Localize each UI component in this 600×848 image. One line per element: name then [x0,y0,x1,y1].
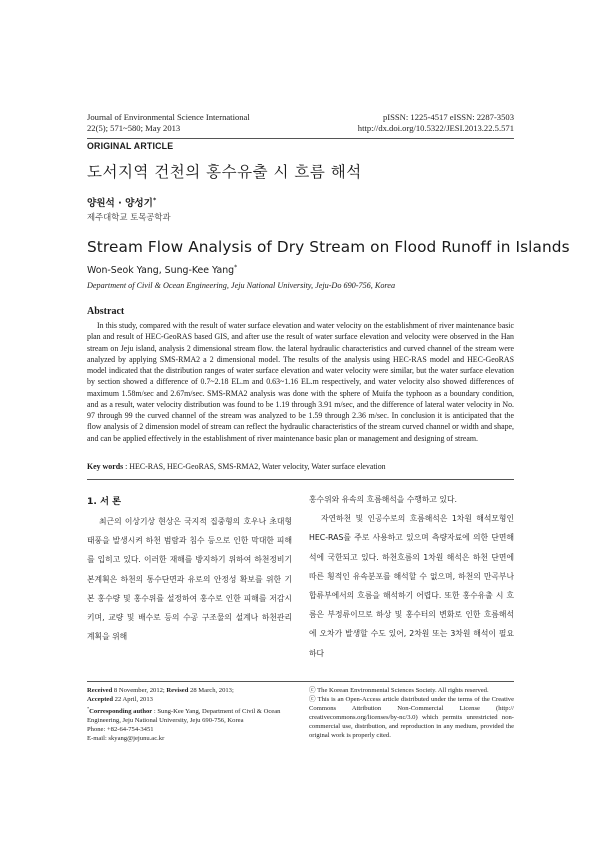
accepted-date: 22 April, 2013 [114,696,153,703]
issn: pISSN: 1225-4517 eISSN: 2287-3503 [382,112,514,122]
accepted-line [87,695,287,704]
keywords [87,462,386,471]
copyright: ⓒ The Korean Environmental Sciences Society. All rights reserved. [309,687,489,694]
received-line [87,686,287,695]
keywords-label: Key words [87,462,124,471]
right-paragraph: 자연하천 및 인공수로의 흐름해석은 1차원 해석모형인 HEC-RAS를 주로 사용하고 있으며 측량자료에 의한 단면해석에 국한되고 있다. 하천흐름의 1차원 해석은 하천 단면에 따른 횡적인 유속분포를 해석할 수 없으며, 하천의 만곡부나 합류부에서의 흐름을 해석하기 어렵다. 또한 홍수유출 시 흐름은 부정류이므로 하상 및 홍수터의 변화로 인한 흐름해석에 오차가 발생할 수도 있어, 2차원 또는 3차원 해석이 필요하다 [309,514,514,658]
footnote-rule [87,681,514,682]
revised-date: 28 March, 2013; [190,687,234,694]
corresponding-author: *Corresponding author : Sung-Kee Yang, Department of Civil & Ocean Engineering, Jeju National University, Jeju 690-756, Korea [87,706,281,725]
revised-label: Revised [166,687,189,694]
received-label: Received [87,687,113,694]
english-author-names: Won-Seok Yang, Sung-Kee Yang [87,265,235,277]
abstract-heading: Abstract [87,306,125,317]
korean-author-mark: * [152,196,157,204]
footnote-right [309,686,514,740]
received-date: 8 November, 2012; [113,687,165,694]
corresponding-label: Corresponding author [89,708,153,716]
korean-affiliation: 제주대학교 토목공학과 [87,212,171,222]
doi-link[interactable]: http://dx.doi.org/10.5322/JESI.2013.22.5.571 [357,123,514,133]
phone: Phone: +82-64-754-3451 [87,726,154,734]
accepted-label: Accepted [87,696,113,703]
left-column [87,512,292,646]
right-column [309,490,514,663]
english-author-mark: * [234,264,238,271]
korean-authors [87,195,156,209]
corresponding-text: : Sung-Kee Yang, Department of Civil & Ocean Engineering, Jeju National University, Jeju 690-756, Korea [87,708,281,725]
korean-author-names: 양원석 · 양성기 [87,198,153,209]
email[interactable]: E-mail: skyang@jejunu.ac.kr [87,735,165,743]
abstract-text: In this study, compared with the result of water surface elevation and water velocity on the establishment of river maintenance basic plan and result of HEC-GeoRAS based GIS, and after use the result of water surface elevation and velocity were observed in the Han stream on Jeju island, analysis 2 dimensional stream flow. the lateral hydraulic characteristics and curved channel of the stream were analyzed by applying SMS-RMA2 a 2 dimensional model. The results of the analysis using HEC-RAS model and HEC-GeoRAS model indicated that the distribution ranges of water surface elevation and water velocity were similar, but the water surface elevation by section showed a difference of 0.7~2.18 EL.m and 0.63~1.16 EL.m respectively, and water velocity also showed differences of maximum 1.58m/sec and 2.67m/sec. SMS-RMA2 analysis was done with the sphere of Muifa the typhoon as a boundary condition, and as a result, water velocity distribution was found to be 1.19 through 3.91 m/sec, and the difference of lateral water velocity in No. 97 through 99 the curved channel of the stream was analyzed to be 1.59 through 2.36 m/sec. In conclusion it is anticipated that the flow analysis of 2 dimension model of stream can reflect the hydraulic characteristics of the stream curved channel or width and shape, and can be applied effectively in the establishment of river maintenance basic plan or management and designing of stream. [87,321,514,443]
journal-name: Journal of Environmental Science International [87,112,250,122]
left-paragraph: 최근의 이상기상 현상은 국지적 집중형의 호우나 초대형 태풍을 발생시켜 하천 범람과 침수 등으로 인한 막대한 피해를 입히고 있다. 이러한 재해를 방지하기 위하여 하천정비기본계획은 하천의 통수단면과 유로의 안정성 확보를 위한 기본 홍수량 및 홍수위를 설정하여 홍수로 인한 피해를 저감시키며, 교량 및 배수로 등의 수공 구조물의 설계나 하천관리 계획을 위해 [87,517,292,642]
right-continuation: 홍수위와 유속의 흐름해석을 수행하고 있다. [309,495,457,504]
header-rule [87,138,514,139]
article-type: ORIGINAL ARTICLE [87,141,174,151]
footnote-left [87,686,287,743]
korean-title: 도서지역 건천의 홍수유출 시 흐름 해석 [87,163,362,181]
english-authors [87,264,237,276]
section-heading: 1. 서 론 [87,496,122,507]
volume-pages: 22(5); 571~580; May 2013 [87,123,181,133]
license: ⓒ This is an Open-Access article distributed under the terms of the Creative Commons Attribution Non-Commercial License (http:// creativecommons.org/licenses/by-nc/3.0) which permits unrestricted non-commercial use, distribution, and reproduction in any medium, provided the original work is properly cited. [309,696,514,739]
english-title: Stream Flow Analysis of Dry Stream on Flood Runoff in Islands [87,238,570,256]
abstract-rule [87,479,514,480]
keywords-text: : HEC-RAS, HEC-GeoRAS, SMS-RMA2, Water velocity, Water surface elevation [123,462,386,471]
english-affiliation: Department of Civil & Ocean Engineering, Jeju National University, Jeju-Do 690-756, Korea [87,281,396,290]
